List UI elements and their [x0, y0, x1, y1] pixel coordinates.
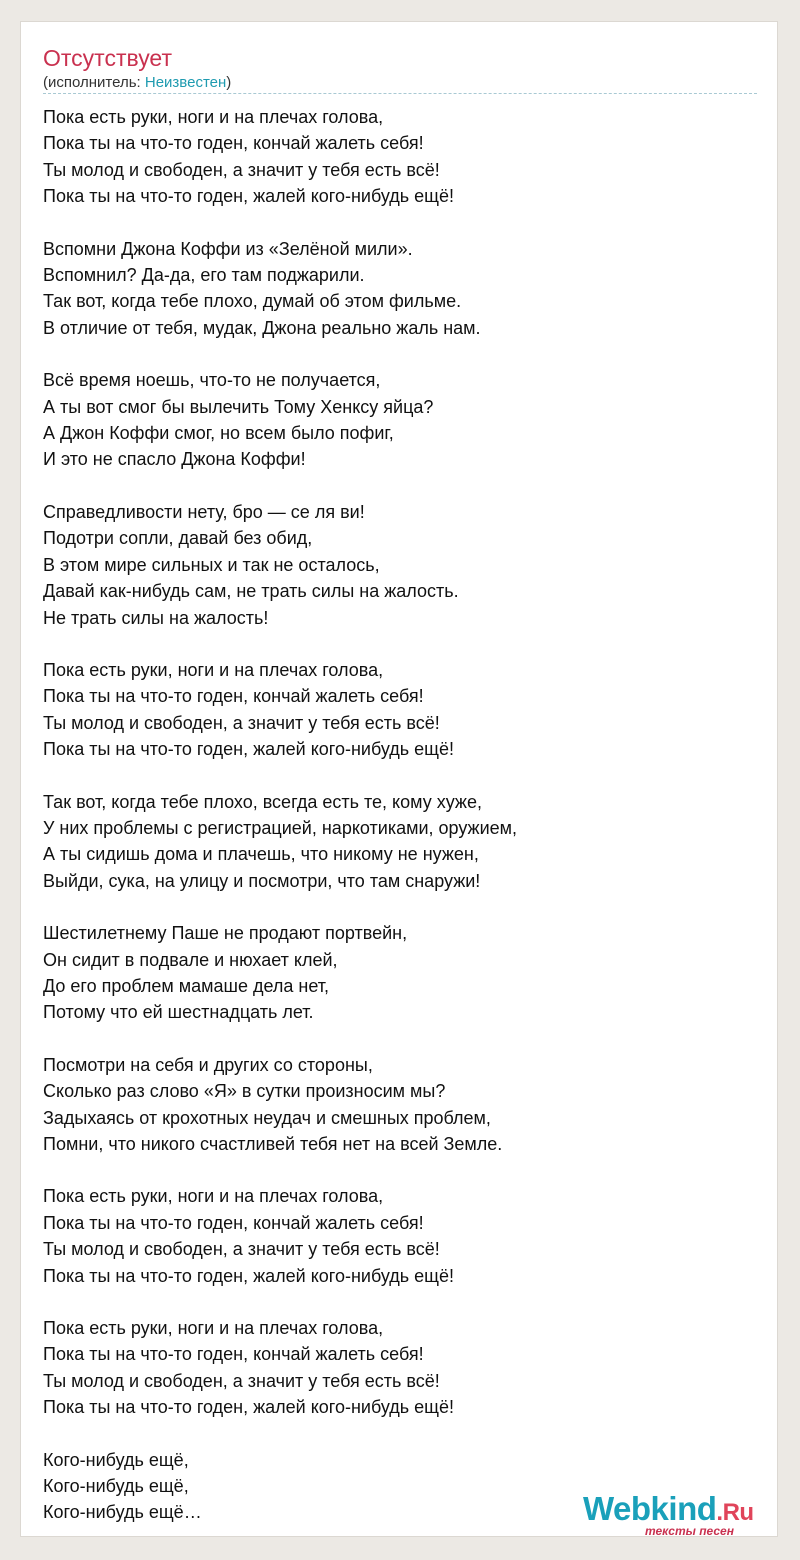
lyric-line: Ты молод и свободен, а значит у тебя есть всё! [43, 159, 440, 180]
lyric-line: Пока ты на что-то годен, жалей кого-нибудь ещё! [43, 739, 454, 760]
lyric-line: Кого-нибудь ещё, [43, 1476, 189, 1497]
lyrics-stanza [43, 1447, 517, 1526]
artist-link[interactable]: Неизвестен [144, 74, 227, 91]
lyric-line: И это не спасло Джона Коффи! [43, 449, 306, 470]
lyrics-stanza [43, 1183, 517, 1289]
lyric-line: Пока есть руки, ноги и на плечах голова, [43, 107, 384, 127]
lyrics-stanza [43, 1052, 517, 1158]
lyrics-stanza [43, 236, 517, 342]
lyrics-body [43, 104, 517, 1552]
lyric-line: А Джон Коффи смог, но всем было пофиг, [43, 423, 394, 444]
lyrics-stanza [43, 367, 517, 473]
lyric-line: Потому что ей шестнадцать лет. [43, 1002, 314, 1023]
lyric-line: Так вот, когда тебе плохо, думай об этом фильме. [43, 291, 462, 312]
logo-main-text: Webkind [583, 1490, 717, 1527]
lyrics-stanza [43, 789, 517, 895]
lyric-line: До его проблем мамаше дела нет, [43, 975, 330, 996]
lyric-line: В этом мире сильных и так не осталось, [43, 554, 380, 575]
lyric-line: Шестилетнему Паше не продают портвейн, [43, 923, 408, 944]
lyric-line: А ты сидишь дома и плачешь, что никому не нужен, [43, 844, 479, 865]
lyric-line: Он сидит в подвале и нюхает клей, [43, 949, 338, 970]
lyrics-page [20, 21, 778, 1537]
lyric-line: Кого-нибудь ещё… [43, 1502, 202, 1523]
lyric-line: Ты молод и свободен, а значит у тебя есть всё! [43, 712, 440, 733]
logo-tagline: тексты песен [645, 1524, 734, 1538]
lyric-line: Пока ты на что-то годен, кончай жалеть себя! [43, 686, 424, 707]
lyric-line: Посмотри на себя и других со стороны, [43, 1054, 373, 1075]
artist-prefix: (исполнитель: [43, 74, 145, 91]
lyric-line: Кого-нибудь ещё, [43, 1449, 189, 1470]
lyric-line: Сколько раз слово «Я» в сутки произносим мы? [43, 1081, 446, 1102]
song-title: Отсутствует [43, 45, 172, 71]
lyrics-stanza [43, 920, 517, 1026]
logo-suffix: .Ru [716, 1499, 754, 1526]
artist-suffix: ) [226, 74, 232, 91]
lyric-line: Пока есть руки, ноги и на плечах голова, [43, 659, 384, 680]
lyric-line: Не трать силы на жалость! [43, 607, 269, 628]
lyric-line: Пока ты на что-то годен, жалей кого-нибудь ещё! [43, 1397, 454, 1418]
lyrics-stanza [43, 657, 517, 763]
lyric-line: А ты вот смог бы вылечить Тому Хенксу яйца? [43, 396, 434, 417]
lyric-line: Ты молод и свободен, а значит у тебя есть всё! [43, 1370, 440, 1391]
lyric-line: Давай как-нибудь сам, не трать силы на жалость. [43, 581, 459, 602]
lyric-line: Ты молод и свободен, а значит у тебя есть всё! [43, 1239, 440, 1260]
lyric-line: Пока есть руки, ноги и на плечах голова, [43, 1186, 384, 1207]
lyric-line: Вспомни Джона Коффи из «Зелёной мили». [43, 238, 413, 259]
lyrics-stanza [43, 1315, 517, 1421]
site-logo[interactable] [583, 1491, 783, 1541]
lyric-line: Пока ты на что-то годен, кончай жалеть себя! [43, 1212, 424, 1233]
lyric-line: Пока ты на что-то годен, жалей кого-нибудь ещё! [43, 1265, 454, 1286]
divider [43, 93, 757, 94]
lyric-line: У них проблемы с регистрацией, наркотиками, оружием, [43, 817, 518, 838]
lyric-line: Так вот, когда тебе плохо, всегда есть те, кому хуже, [43, 791, 482, 812]
artist-line [43, 73, 231, 93]
lyric-line: Пока ты на что-то годен, жалей кого-нибудь ещё! [43, 186, 454, 207]
lyric-line: Помни, что никого счастливей тебя нет на всей Земле. [43, 1134, 503, 1154]
lyric-line: Пока ты на что-то годен, кончай жалеть себя! [43, 1344, 424, 1365]
lyric-line: Выйди, сука, на улицу и посмотри, что там снаружи! [43, 870, 481, 891]
lyric-line: Всё время ноешь, что-то не получается, [43, 370, 381, 391]
lyrics-stanza [43, 104, 517, 210]
lyric-line: Справедливости нету, бро — се ля ви! [43, 501, 365, 522]
lyric-line: Подотри сопли, давай без обид, [43, 528, 313, 549]
lyric-line: Пока есть руки, ноги и на плечах голова, [43, 1318, 384, 1339]
lyrics-stanza [43, 499, 517, 631]
lyric-line: Вспомнил? Да-да, его там поджарили. [43, 265, 365, 286]
lyric-line: Задыхаясь от крохотных неудач и смешных проблем, [43, 1107, 491, 1128]
lyric-line: Пока ты на что-то годен, кончай жалеть себя! [43, 133, 424, 154]
lyric-line: В отличие от тебя, мудак, Джона реально жаль нам. [43, 317, 481, 338]
